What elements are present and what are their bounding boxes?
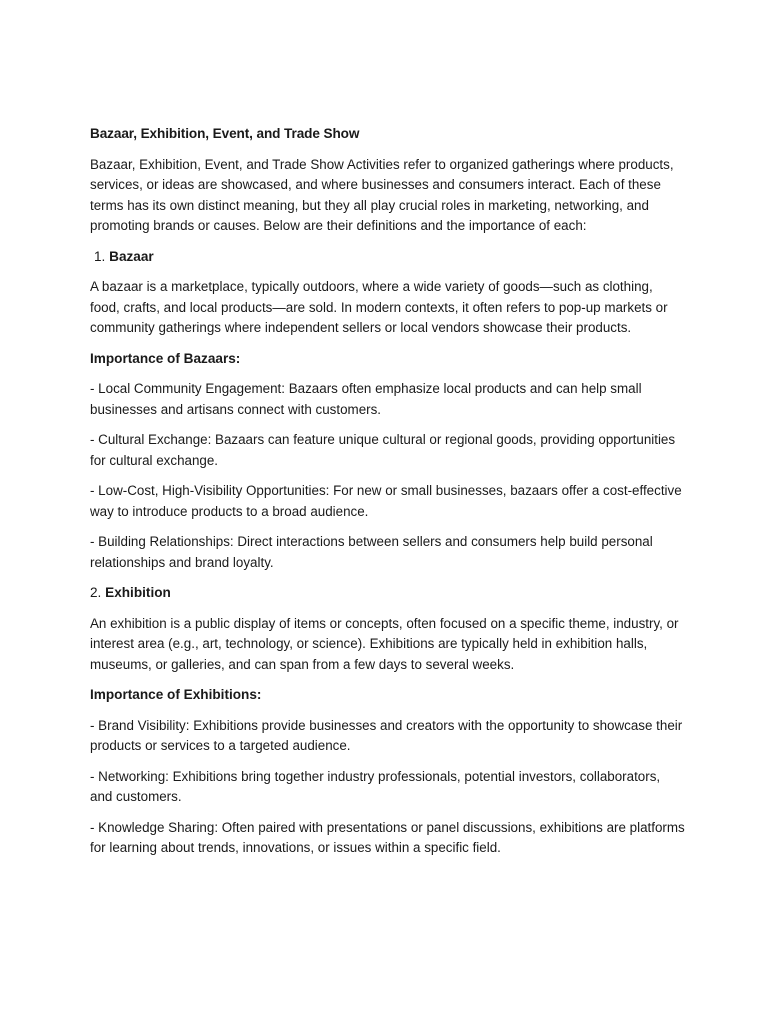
bazaar-point: - Cultural Exchange: Bazaars can feature unique cultural or regional goods, providing opportunities for cultural exchange. <box>90 432 676 468</box>
section-title: Exhibition <box>105 585 171 600</box>
exhibition-point: - Networking: Exhibitions bring together industry professionals, potential investors, collaborators, and customers. <box>90 768 661 804</box>
section-heading-exhibition <box>90 583 686 604</box>
document-title: Bazaar, Exhibition, Event, and Trade Show <box>90 126 360 141</box>
bazaar-point: - Local Community Engagement: Bazaars often emphasize local products and can help small businesses and artisans connect with customers. <box>90 381 642 417</box>
exhibition-point: - Brand Visibility: Exhibitions provide businesses and creators with the opportunity to showcase their products or services to a targeted audience. <box>90 717 683 753</box>
document-page <box>90 124 686 869</box>
exhibition-definition: An exhibition is a public display of items or concepts, often focused on a specific theme, industry, or interest area (e.g., art, technology, or science). Exhibitions are typically held in exhibition halls, museums, or galleries, and can span from a few days to several weeks. <box>90 615 679 672</box>
bazaar-definition: A bazaar is a marketplace, typically outdoors, where a wide variety of goods—such as clothing, food, crafts, and local products—are sold. In modern contexts, it often refers to pop-up markets or community gatherings where independent sellers or local vendors showcase their products. <box>90 279 668 335</box>
exhibition-importance-heading: Importance of Exhibitions: <box>90 687 262 702</box>
exhibition-point: - Knowledge Sharing: Often paired with presentations or panel discussions, exhibitions are platforms for learning about trends, innovations, or issues within a specific field. <box>90 819 685 855</box>
bazaar-point: - Building Relationships: Direct interactions between sellers and consumers help build personal relationships and brand loyalty. <box>90 534 653 570</box>
intro-paragraph: Bazaar, Exhibition, Event, and Trade Show Activities refer to organized gatherings where products, services, or ideas are showcased, and where businesses and consumers interact. Each of these terms has its own distinct meaning, but they all play crucial roles in marketing, networking, and promoting brands or causes. Below are their definitions and the importance of each: <box>90 156 674 233</box>
bazaar-importance-heading: Importance of Bazaars: <box>90 350 241 366</box>
section-title: Bazaar <box>109 248 154 264</box>
section-number: 2. <box>90 585 102 600</box>
section-heading-bazaar <box>90 247 686 268</box>
bazaar-point: - Low-Cost, High-Visibility Opportunities: For new or small businesses, bazaars offer a cost-effective way to introduce products to a broad audience. <box>90 483 682 519</box>
section-number: 1. <box>94 248 106 264</box>
